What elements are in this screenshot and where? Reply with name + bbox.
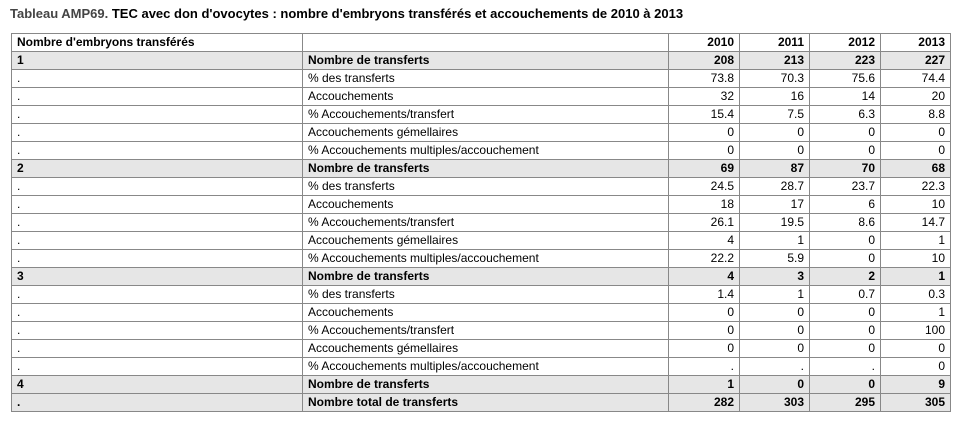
value-cell: 208 <box>669 52 740 70</box>
value-cell: 303 <box>740 394 810 412</box>
value-cell: 100 <box>881 322 951 340</box>
value-cell: 0 <box>881 340 951 358</box>
embryos-count-cell: . <box>12 124 303 142</box>
header-indicator <box>303 34 669 52</box>
value-cell: 0 <box>740 142 810 160</box>
table-row <box>12 232 951 250</box>
value-cell: 10 <box>881 250 951 268</box>
value-cell: 0 <box>740 340 810 358</box>
value-cell: 1 <box>669 376 740 394</box>
value-cell: 14 <box>810 88 881 106</box>
value-cell: 7.5 <box>740 106 810 124</box>
indicator-cell: Nombre total de transferts <box>303 394 669 412</box>
value-cell: 1.4 <box>669 286 740 304</box>
value-cell: 0 <box>881 358 951 376</box>
table-row <box>12 304 951 322</box>
value-cell: 24.5 <box>669 178 740 196</box>
data-table <box>11 33 951 412</box>
table-row <box>12 106 951 124</box>
value-cell: 0 <box>810 232 881 250</box>
embryos-count-cell: . <box>12 322 303 340</box>
value-cell: 26.1 <box>669 214 740 232</box>
table-title: TEC avec don d'ovocytes : nombre d'embryons transférés et accouchements de 2010 à 2013 <box>108 6 684 21</box>
embryos-count-cell: . <box>12 88 303 106</box>
value-cell: 22.2 <box>669 250 740 268</box>
indicator-cell: % Accouchements/transfert <box>303 214 669 232</box>
value-cell: 19.5 <box>740 214 810 232</box>
embryos-count-cell: . <box>12 214 303 232</box>
table-row <box>12 70 951 88</box>
embryos-count-cell: 3 <box>12 268 303 286</box>
table-row <box>12 124 951 142</box>
embryos-count-cell: . <box>12 286 303 304</box>
value-cell: 1 <box>881 268 951 286</box>
table-header-row <box>12 34 951 52</box>
value-cell: 69 <box>669 160 740 178</box>
embryos-count-cell: . <box>12 178 303 196</box>
indicator-cell: Accouchements gémellaires <box>303 340 669 358</box>
value-cell: 0 <box>810 304 881 322</box>
table-row <box>12 88 951 106</box>
value-cell: 1 <box>881 232 951 250</box>
indicator-cell: Accouchements <box>303 88 669 106</box>
value-cell: 6 <box>810 196 881 214</box>
indicator-cell: % Accouchements multiples/accouchement <box>303 142 669 160</box>
table-body <box>12 52 951 412</box>
indicator-cell: Nombre de transferts <box>303 376 669 394</box>
value-cell: 223 <box>810 52 881 70</box>
header-year-2011: 2011 <box>740 34 810 52</box>
indicator-cell: Nombre de transferts <box>303 268 669 286</box>
embryos-count-cell: 1 <box>12 52 303 70</box>
value-cell: 0 <box>669 322 740 340</box>
embryos-count-cell: . <box>12 250 303 268</box>
value-cell: 0.7 <box>810 286 881 304</box>
value-cell: . <box>740 358 810 376</box>
value-cell: 2 <box>810 268 881 286</box>
indicator-cell: Accouchements <box>303 196 669 214</box>
table-row <box>12 340 951 358</box>
value-cell: 75.6 <box>810 70 881 88</box>
table-caption <box>10 6 683 21</box>
value-cell: 0 <box>881 124 951 142</box>
group-row <box>12 160 951 178</box>
value-cell: 1 <box>740 232 810 250</box>
value-cell: . <box>810 358 881 376</box>
indicator-cell: Accouchements gémellaires <box>303 124 669 142</box>
value-cell: 20 <box>881 88 951 106</box>
value-cell: 0 <box>669 304 740 322</box>
value-cell: 1 <box>740 286 810 304</box>
value-cell: 295 <box>810 394 881 412</box>
value-cell: 0 <box>740 304 810 322</box>
value-cell: 87 <box>740 160 810 178</box>
indicator-cell: Accouchements <box>303 304 669 322</box>
indicator-cell: % des transferts <box>303 70 669 88</box>
group-row <box>12 52 951 70</box>
indicator-cell: % Accouchements multiples/accouchement <box>303 250 669 268</box>
value-cell: 4 <box>669 232 740 250</box>
value-cell: 4 <box>669 268 740 286</box>
value-cell: 6.3 <box>810 106 881 124</box>
value-cell: 28.7 <box>740 178 810 196</box>
table-row <box>12 142 951 160</box>
value-cell: 14.7 <box>881 214 951 232</box>
embryos-count-cell: . <box>12 340 303 358</box>
group-row <box>12 376 951 394</box>
value-cell: 227 <box>881 52 951 70</box>
value-cell: 18 <box>669 196 740 214</box>
value-cell: 73.8 <box>669 70 740 88</box>
header-embryos-count: Nombre d'embryons transférés <box>12 34 303 52</box>
value-cell: 68 <box>881 160 951 178</box>
table-row <box>12 196 951 214</box>
table-row <box>12 286 951 304</box>
indicator-cell: Nombre de transferts <box>303 160 669 178</box>
value-cell: 5.9 <box>740 250 810 268</box>
embryos-count-cell: . <box>12 304 303 322</box>
value-cell: 3 <box>740 268 810 286</box>
value-cell: 8.6 <box>810 214 881 232</box>
value-cell: 0 <box>740 376 810 394</box>
embryos-count-cell: . <box>12 232 303 250</box>
value-cell: 8.8 <box>881 106 951 124</box>
value-cell: 0 <box>740 124 810 142</box>
indicator-cell: % Accouchements/transfert <box>303 106 669 124</box>
value-cell: 15.4 <box>669 106 740 124</box>
value-cell: 1 <box>881 304 951 322</box>
embryos-count-cell: . <box>12 106 303 124</box>
table-number: Tableau AMP69. <box>10 6 109 21</box>
value-cell: 0 <box>669 124 740 142</box>
value-cell: 16 <box>740 88 810 106</box>
value-cell: 70 <box>810 160 881 178</box>
value-cell: 0 <box>810 250 881 268</box>
value-cell: 0 <box>881 142 951 160</box>
indicator-cell: % Accouchements/transfert <box>303 322 669 340</box>
group-row <box>12 268 951 286</box>
value-cell: 305 <box>881 394 951 412</box>
header-year-2012: 2012 <box>810 34 881 52</box>
value-cell: 74.4 <box>881 70 951 88</box>
embryos-count-cell: 2 <box>12 160 303 178</box>
value-cell: 10 <box>881 196 951 214</box>
value-cell: 0 <box>810 322 881 340</box>
table-row <box>12 322 951 340</box>
table-row <box>12 178 951 196</box>
value-cell: 23.7 <box>810 178 881 196</box>
embryos-count-cell: 4 <box>12 376 303 394</box>
value-cell: 32 <box>669 88 740 106</box>
header-year-2013: 2013 <box>881 34 951 52</box>
header-year-2010: 2010 <box>669 34 740 52</box>
value-cell: 70.3 <box>740 70 810 88</box>
indicator-cell: % des transferts <box>303 178 669 196</box>
value-cell: 282 <box>669 394 740 412</box>
table-row <box>12 214 951 232</box>
value-cell: 9 <box>881 376 951 394</box>
table-row <box>12 358 951 376</box>
value-cell: 0 <box>740 322 810 340</box>
indicator-cell: Nombre de transferts <box>303 52 669 70</box>
value-cell: 0 <box>810 376 881 394</box>
indicator-cell: % des transferts <box>303 286 669 304</box>
value-cell: 0 <box>669 142 740 160</box>
value-cell: 0 <box>810 340 881 358</box>
value-cell: 17 <box>740 196 810 214</box>
total-row <box>12 394 951 412</box>
value-cell: . <box>669 358 740 376</box>
value-cell: 0.3 <box>881 286 951 304</box>
value-cell: 0 <box>669 340 740 358</box>
embryos-count-cell: . <box>12 70 303 88</box>
value-cell: 0 <box>810 142 881 160</box>
value-cell: 22.3 <box>881 178 951 196</box>
embryos-count-cell: . <box>12 142 303 160</box>
embryos-count-cell: . <box>12 358 303 376</box>
embryos-count-cell: . <box>12 394 303 412</box>
indicator-cell: Accouchements gémellaires <box>303 232 669 250</box>
value-cell: 0 <box>810 124 881 142</box>
table-row <box>12 250 951 268</box>
embryos-count-cell: . <box>12 196 303 214</box>
indicator-cell: % Accouchements multiples/accouchement <box>303 358 669 376</box>
value-cell: 213 <box>740 52 810 70</box>
